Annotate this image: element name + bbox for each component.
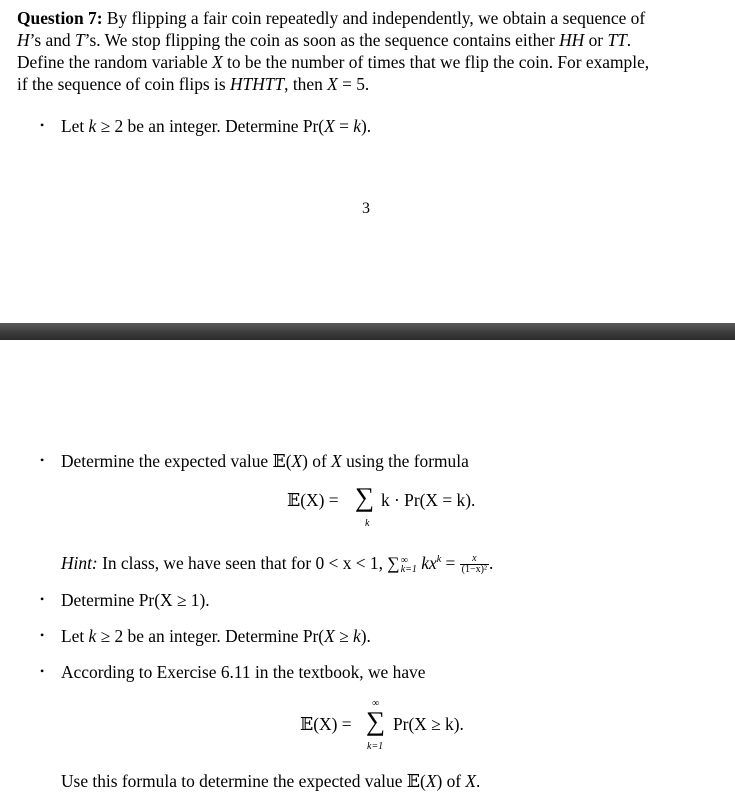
text: =	[441, 552, 460, 573]
formula-lhs: 𝔼(X) =	[300, 714, 352, 734]
math-var: k	[353, 116, 361, 136]
question-line-1	[17, 7, 645, 29]
math-superscript: k	[436, 554, 442, 565]
question-text-1: By flipping a fair coin repeatedly and independently, we obtain a sequence of	[106, 8, 646, 28]
sum-superscript: ∞	[400, 554, 408, 566]
bullet: •	[40, 628, 45, 642]
math-var: X	[212, 52, 223, 72]
sum-subscript: k	[365, 518, 370, 529]
math-var: X	[324, 626, 335, 646]
math-var: X	[331, 451, 342, 471]
math-var: X	[324, 116, 335, 136]
math-term: kx	[416, 552, 437, 573]
bullet: •	[40, 592, 45, 606]
formula-lhs: 𝔼(X) =	[287, 490, 339, 510]
text: ) of	[436, 771, 466, 791]
sum-superscript: ∞	[372, 698, 380, 709]
math-var: k	[352, 626, 361, 646]
formula-expected-value-sum	[287, 490, 339, 511]
text: = 5.	[337, 74, 370, 94]
bullet: •	[40, 118, 45, 132]
question-line-2	[17, 29, 631, 51]
text: ≥ 2 be an integer. Determine Pr(	[96, 116, 325, 136]
page-number: 3	[362, 200, 370, 217]
text: ’s and	[29, 30, 75, 50]
fraction	[460, 554, 489, 575]
text: ).	[360, 116, 372, 136]
text: =	[334, 116, 354, 136]
bullet: •	[40, 453, 45, 467]
math-var: X	[327, 74, 338, 94]
item-1	[61, 115, 371, 137]
item-3: Determine Pr(X ≥ 1).	[61, 590, 210, 610]
text: or	[584, 30, 608, 50]
math-var: X	[425, 771, 437, 791]
final-instruction	[61, 770, 480, 792]
sum-subscript: k=1	[367, 741, 384, 752]
hint-text: In class, we have seen that for 0 < x < 1,	[97, 552, 388, 573]
text: Let	[61, 116, 89, 136]
math-var: TT	[607, 30, 627, 50]
sum-subscript: k=1	[400, 563, 417, 575]
text: Let	[61, 626, 89, 646]
text: ≥	[334, 626, 353, 646]
hint-label: Hint:	[61, 552, 98, 573]
fraction-numerator: x	[460, 554, 489, 565]
formula-rhs: k · Pr(X = k).	[381, 490, 476, 510]
text: using the formula	[341, 451, 469, 471]
sum-symbol: ∑	[387, 552, 400, 573]
math-symbol: 𝔼(	[272, 451, 292, 471]
item-5: According to Exercise 6.11 in the textbook, we have	[61, 662, 426, 682]
text: Use this formula to determine the expected value	[61, 771, 407, 791]
sum-symbol: ∑	[366, 706, 386, 736]
text: ) of	[302, 451, 332, 471]
formula-rhs: Pr(X ≥ k).	[393, 714, 464, 734]
math-var: X	[291, 451, 303, 471]
text: , then	[284, 74, 328, 94]
text: to be the number of times that we flip the coin. For example,	[222, 52, 650, 72]
math-var: H	[17, 30, 30, 50]
page-separator	[0, 323, 735, 340]
math-var: HTHTT	[229, 74, 285, 94]
math-symbol: 𝔼(	[406, 771, 426, 791]
fraction-denominator: (1−x)²	[461, 564, 487, 576]
math-var: HH	[559, 30, 585, 50]
question-label: Question 7:	[17, 8, 103, 28]
text: ’s. We stop flipping the coin as soon as the sequence contains either	[84, 30, 560, 50]
text: if the sequence of coin flips is	[17, 74, 230, 94]
math-var: X	[465, 771, 477, 791]
question-line-4	[17, 73, 369, 95]
text: Define the random variable	[17, 52, 213, 72]
question-line-3	[17, 51, 649, 73]
text: Determine the expected value	[61, 451, 273, 471]
text: .	[476, 771, 481, 791]
text: .	[626, 30, 632, 50]
math-var: T	[74, 30, 85, 50]
hint	[61, 549, 493, 575]
text: ≥ 2 be an integer. Determine Pr(	[96, 626, 325, 646]
math-var: k	[88, 626, 97, 646]
sum-symbol: ∑	[355, 482, 375, 512]
item-4	[61, 625, 371, 647]
text: ).	[360, 626, 371, 646]
item-2	[61, 450, 469, 472]
text: .	[488, 552, 494, 573]
math-var: k	[88, 116, 97, 136]
bullet: •	[40, 664, 45, 678]
